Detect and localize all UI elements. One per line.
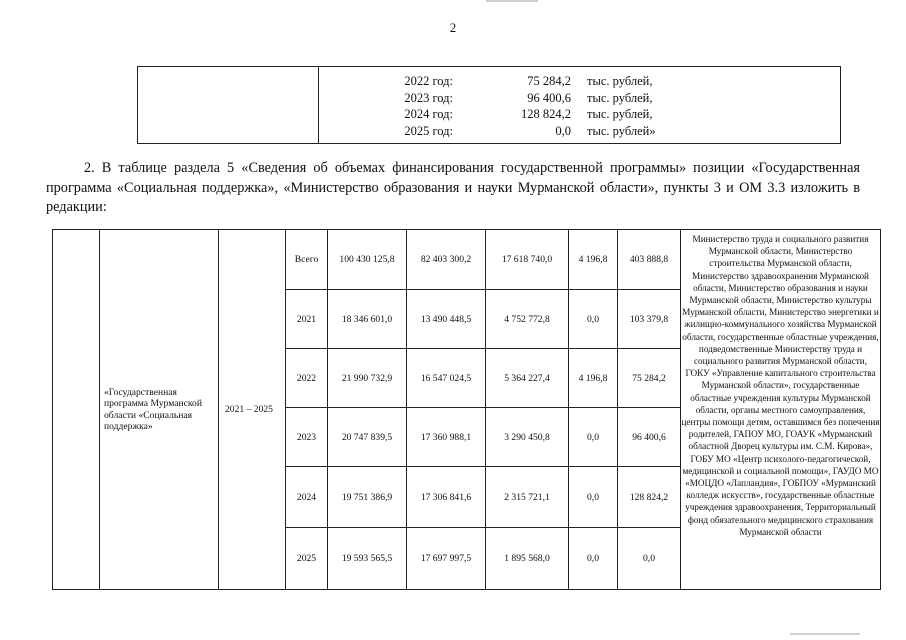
- row-year: 2025: [286, 528, 328, 590]
- program-name: «Государственная программа Мурманской области «Социальная поддержка»: [100, 230, 219, 590]
- federal-budget: 5 364 227,4: [486, 349, 569, 408]
- row-year: 2024: [286, 467, 328, 528]
- extrabudgetary-funds: 128 824,2: [618, 467, 681, 528]
- extrabudgetary-funds: 403 888,8: [618, 230, 681, 290]
- program-financing-table: [52, 229, 881, 590]
- extrabudgetary-funds: 96 400,6: [618, 408, 681, 467]
- amendment-paragraph: [46, 159, 860, 218]
- financing-continuation-table: [137, 66, 841, 144]
- empty-cell: [138, 67, 319, 144]
- regional-budget: 17 360 988,1: [407, 408, 486, 467]
- executors-list: Министерство труда и социального развития Мурманской области, Министерство строительства Мурманской области, Министерство здравоохранения Мурманской области, Министерство образования и науки Мурманской области, Министерство культуры Мурманской области, Министерство энергетики и жилищно-коммунального хозяйства Мурманской области, государственные областные учреждения, подведомственные Министерству труда и социального развития Мурманской области, ГОКУ «Управление капитального строительства Мурманской области», государственные областные учреждения культуры Мурманской области, органы местного самоуправления, центры помощи детям, оставшимся без попечения родителей, ГАПОУ МО, ГОАУК «Мурманский областной Дворец культуры им. С.М. Кирова», ГОБУ МО «Центр психолого-педагогической, медицинской и социальной помощи», ГАУДО МО «МОЦДО «Лапландия», ГОБПОУ «Мурманский колледж искусств», государственные областные учреждения здравоохранения, Территориальный фонд обязательного медицинского страхования Мурманской области: [681, 230, 881, 590]
- scan-artifact-top: [486, 0, 538, 2]
- regional-budget: 82 403 300,2: [407, 230, 486, 290]
- local-budget: 0,0: [569, 528, 618, 590]
- financing-unit: тыс. рублей,: [587, 107, 653, 121]
- federal-budget: 2 315 721,1: [486, 467, 569, 528]
- financing-line: [319, 123, 840, 140]
- financing-year: 2022 год:: [404, 74, 453, 88]
- financing-unit: тыс. рублей,: [587, 74, 653, 88]
- regional-budget: 17 697 997,5: [407, 528, 486, 590]
- total-amount: 20 747 839,5: [328, 408, 407, 467]
- financing-amount: 0,0: [555, 123, 571, 138]
- local-budget: 4 196,8: [569, 349, 618, 408]
- financing-by-year-cell: [319, 67, 841, 144]
- total-amount: 100 430 125,8: [328, 230, 407, 290]
- local-budget: 0,0: [569, 467, 618, 528]
- row-year: Всего: [286, 230, 328, 290]
- extrabudgetary-funds: 103 379,8: [618, 290, 681, 349]
- row-year: 2023: [286, 408, 328, 467]
- federal-budget: 1 895 568,0: [486, 528, 569, 590]
- federal-budget: 3 290 450,8: [486, 408, 569, 467]
- local-budget: 0,0: [569, 408, 618, 467]
- financing-unit: тыс. рублей,: [587, 90, 653, 105]
- federal-budget: 17 618 740,0: [486, 230, 569, 290]
- financing-unit: тыс. рублей»: [587, 123, 656, 138]
- regional-budget: 16 547 024,5: [407, 349, 486, 408]
- financing-amount: 128 824,2: [521, 107, 571, 121]
- row-year: 2022: [286, 349, 328, 408]
- total-amount: 18 346 601,0: [328, 290, 407, 349]
- total-amount: 19 593 565,5: [328, 528, 407, 590]
- financing-line: [319, 106, 840, 123]
- regional-budget: 17 306 841,6: [407, 467, 486, 528]
- financing-year: 2025 год:: [404, 123, 453, 138]
- local-budget: 4 196,8: [569, 230, 618, 290]
- extrabudgetary-funds: 75 284,2: [618, 349, 681, 408]
- program-period: 2021 – 2025: [219, 230, 286, 590]
- financing-amount: 75 284,2: [527, 74, 571, 88]
- financing-year: 2023 год:: [404, 90, 453, 105]
- total-amount: 19 751 386,9: [328, 467, 407, 528]
- financing-year: 2024 год:: [404, 107, 453, 121]
- total-amount: 21 990 732,9: [328, 349, 407, 408]
- page-number: 2: [449, 20, 457, 35]
- financing-line: [319, 73, 840, 90]
- extrabudgetary-funds: 0,0: [618, 528, 681, 590]
- scan-artifact-bottom: [790, 633, 860, 635]
- empty-cell: [53, 230, 100, 590]
- regional-budget: 13 490 448,5: [407, 290, 486, 349]
- federal-budget: 4 752 772,8: [486, 290, 569, 349]
- local-budget: 0,0: [569, 290, 618, 349]
- row-year: 2021: [286, 290, 328, 349]
- amendment-text: 2. В таблице раздела 5 «Сведения об объемах финансирования государственной программы» позиции «Государственная программа «Социальная поддержка», «Министерство образования и науки Мурманской области», пункты 3 и ОМ 3.3 изложить в редакции:: [46, 160, 860, 215]
- financing-line: [319, 90, 840, 107]
- financing-amount: 96 400,6: [527, 90, 571, 105]
